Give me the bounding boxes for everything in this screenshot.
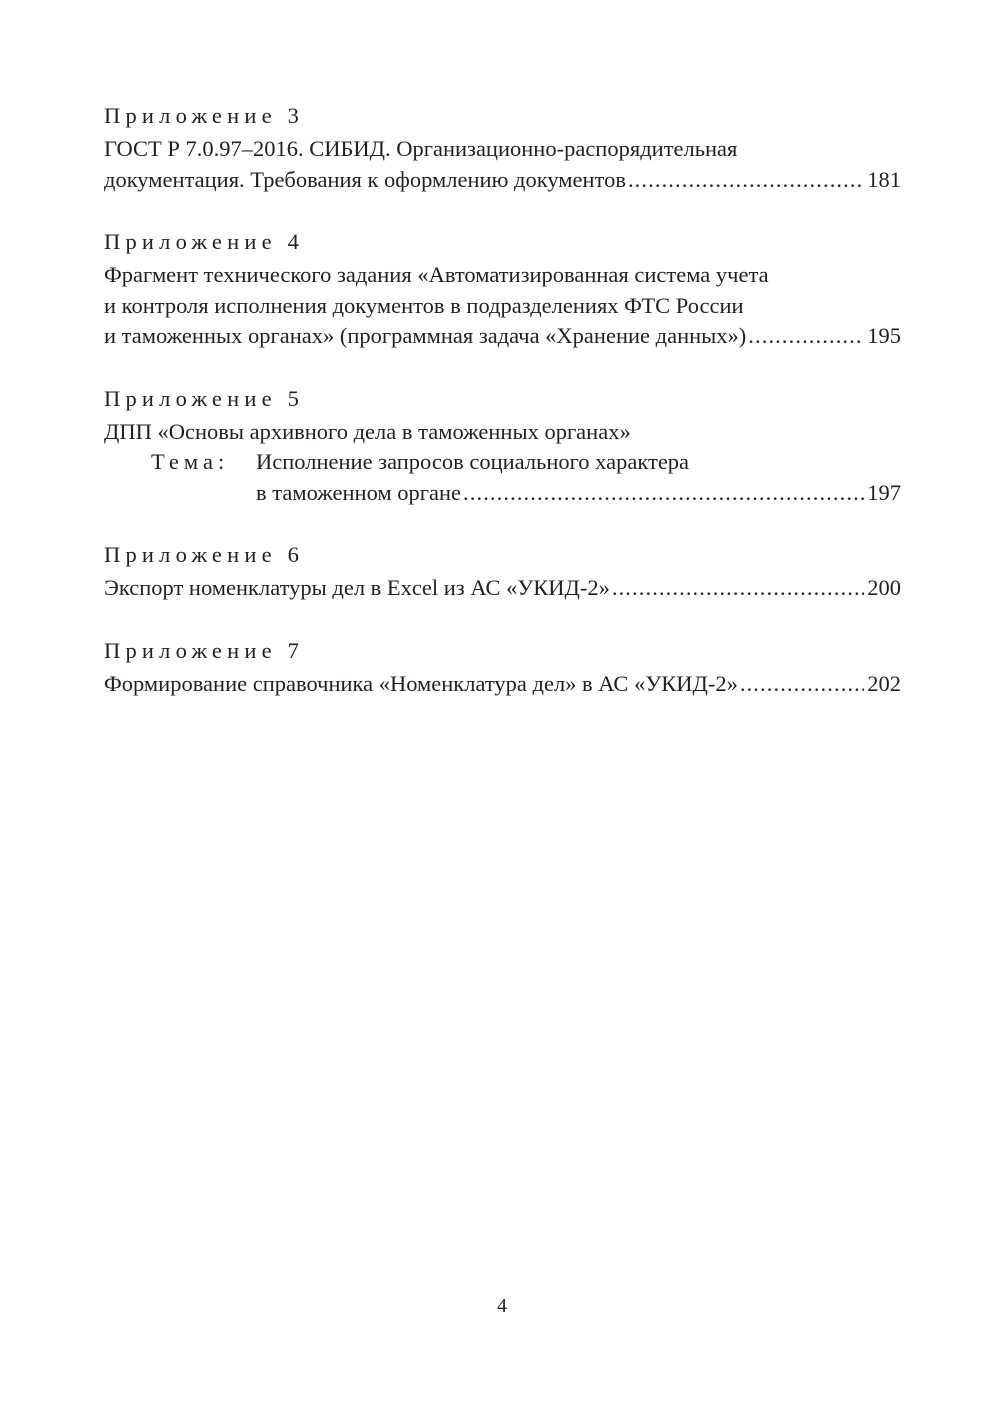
- table-of-contents: [104, 101, 901, 731]
- page-reference: 197: [867, 479, 901, 505]
- dot-leader: [748, 321, 864, 352]
- dot-leader: [612, 573, 864, 604]
- toc-entry-last-line: [104, 669, 901, 700]
- toc-entry-line: и контроля исполнения документов в подразделениях ФТС России: [104, 292, 744, 318]
- toc-entry-line: ГОСТ Р 7.0.97–2016. СИБИД. Организационно-распорядительная: [104, 136, 738, 161]
- toc-section-appendix-7: [104, 636, 901, 700]
- toc-entry-last-line: [256, 478, 901, 509]
- toc-section-appendix-5: [104, 384, 901, 509]
- topic-body: [256, 447, 901, 508]
- dot-leader: [463, 478, 864, 509]
- dot-leader: [628, 165, 864, 196]
- toc-entry-text: Экспорт номенклатуры дел в Excel из АС «УКИД-2»: [104, 575, 610, 600]
- toc-section-appendix-6: [104, 540, 901, 604]
- toc-entry-text: и таможенных органах» (программная задача «Хранение данных»): [104, 323, 747, 348]
- topic-block: [151, 447, 901, 508]
- toc-entry-line: ДПП «Основы архивного дела в таможенных органах»: [104, 418, 631, 444]
- appendix-heading: Приложение 4: [104, 229, 305, 254]
- toc-entry-last-line: [104, 165, 901, 196]
- toc-entry-line: Фрагмент технического задания «Автоматизированная система учета: [104, 262, 769, 287]
- page-number: 4: [497, 1295, 507, 1317]
- toc-entry-text: документация. Требования к оформлению документов: [104, 166, 626, 192]
- toc-section-appendix-3: [104, 101, 901, 195]
- toc-entry-last-line: [104, 573, 901, 604]
- toc-entry-text: в таможенном органе: [256, 479, 462, 505]
- appendix-heading: Приложение 7: [104, 637, 305, 663]
- topic-line: Исполнение запросов социального характера: [256, 449, 690, 474]
- dot-leader: [740, 669, 864, 700]
- toc-entry-text: Формирование справочника «Номенклатура дел» в АС «УКИД-2»: [104, 670, 738, 696]
- page-reference: 202: [867, 670, 901, 696]
- appendix-heading: Приложение 3: [104, 103, 305, 128]
- page-reference: 195: [867, 323, 901, 348]
- appendix-heading: Приложение 6: [104, 542, 305, 567]
- page-reference: 200: [867, 575, 901, 600]
- toc-section-appendix-4: [104, 227, 901, 352]
- page-reference: 181: [867, 166, 901, 192]
- topic-label: Тема:: [151, 449, 230, 474]
- appendix-heading: Приложение 5: [104, 385, 305, 411]
- toc-entry-last-line: [104, 321, 901, 352]
